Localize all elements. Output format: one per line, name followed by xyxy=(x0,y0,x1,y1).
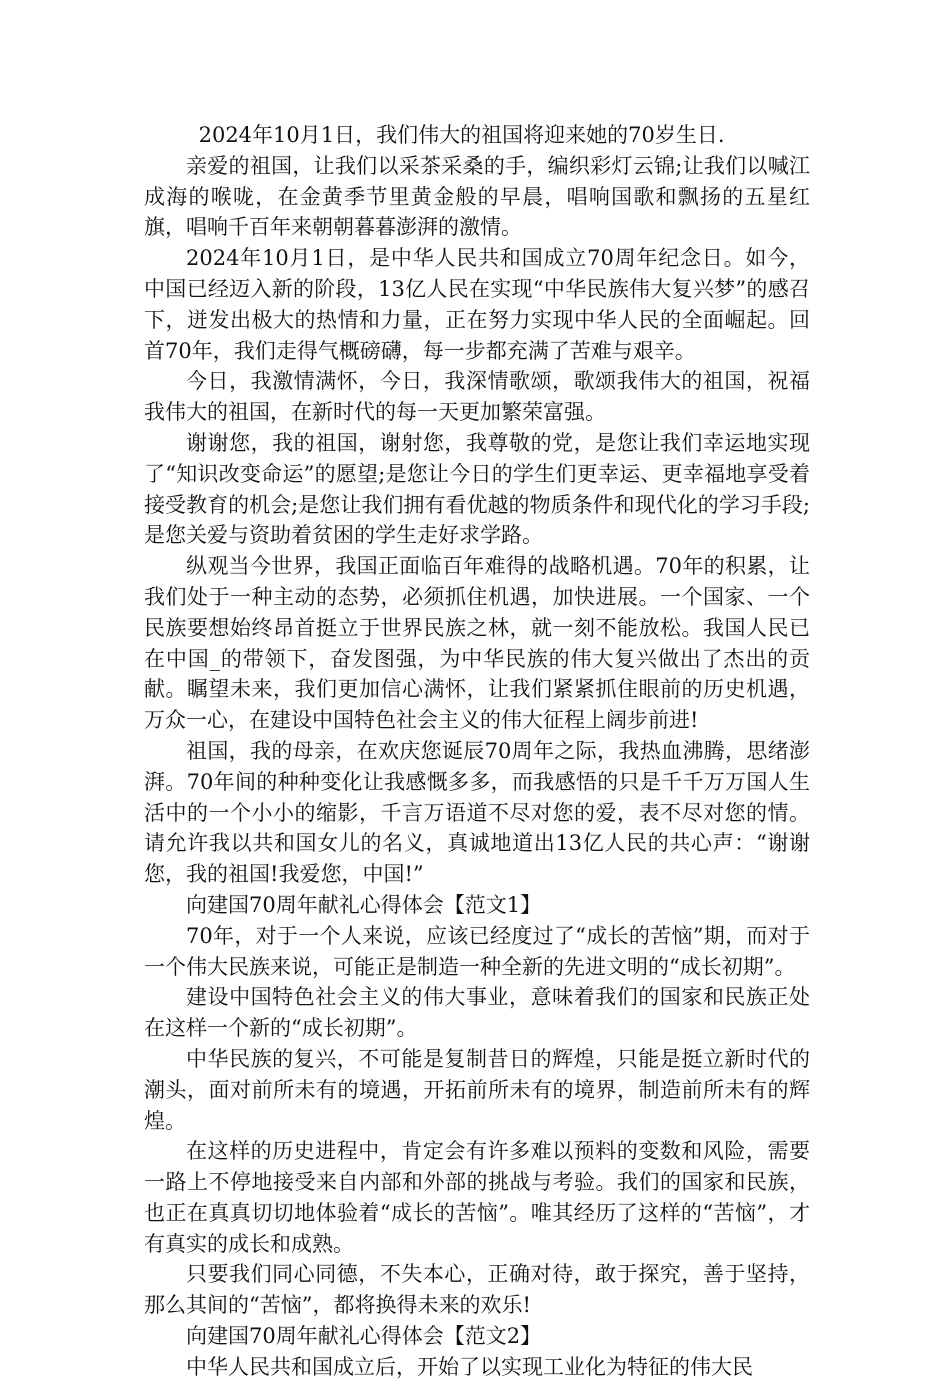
paragraph: 70年，对于一个人来说，应该已经度过了“成长的苦恼”期，而对于一个伟大民族来说，可能正是制造一种全新的先进文明的“成长初期”。 xyxy=(144,923,810,979)
paragraph: 在这样的历史进程中，肯定会有许多难以预料的变数和风险，需要一路上不停地接受来自内部和外部的挑战与考验。我们的国家和民族，也正在真真切切地体验着“成长的苦恼”。唯其经历了这样的“苦恼”，才有真实的成长和成熟。 xyxy=(144,1139,810,1256)
section-heading: 向建国70周年献礼心得体会【范文1】 xyxy=(186,892,542,917)
paragraph: 中华人民共和国成立后，开始了以实现工业化为特征的伟大民 xyxy=(186,1354,753,1379)
paragraph: 谢谢您，我的祖国，谢射您，我尊敬的党，是您让我们幸运地实现了“知识改变命运”的愿望;是您让今日的学生们更幸运、更幸福地享受着接受教育的机会;是您让我们拥有看优越的物质条件和现代化的学习手段;是您关爱与资助着贫困的学生走好求学路。 xyxy=(144,430,810,548)
document-body xyxy=(144,120,810,1383)
paragraph: 亲爱的祖国，让我们以采茶采桑的手，编织彩灯云锦;让我们以喊江成海的喉咙，在金黄季节里黄金般的早晨，唱响国歌和飘扬的五星红旗，唱响千百年来朝朝暮暮澎湃的激情。 xyxy=(144,153,810,240)
paragraph: 纵观当今世界，我国正面临百年难得的战略机遇。70年的积累，让我们处于一种主动的态势，必须抓住机遇，加快进展。一个国家、一个民族要想始终昂首挺立于世界民族之林，就一刻不能放松。我国人民已在中国_的带领下，奋发图强，为中华民族的伟大复兴做出了杰出的贡献。瞩望未来，我们更加信心满怀，让我们紧紧抓住眼前的历史机遇，万众一心，在建设中国特色社会主义的伟大征程上阔步前进! xyxy=(144,554,810,733)
paragraph: 今日，我激情满怀，今日，我深情歌颂，歌颂我伟大的祖国，祝福我伟大的祖国，在新时代的每一天更加繁荣富强。 xyxy=(144,369,810,425)
paragraph: 建设中国特色社会主义的伟大事业，意味着我们的国家和民族正处在这样一个新的“成长初期”。 xyxy=(144,985,810,1041)
section-heading: 向建国70周年献礼心得体会【范文2】 xyxy=(186,1324,542,1349)
paragraph: 中华民族的复兴，不可能是复制昔日的辉煌，只能是挺立新时代的潮头，面对前所未有的境遇，开拓前所未有的境界，制造前所未有的辉煌。 xyxy=(144,1046,810,1133)
paragraph: 2024年10月1日，我们伟大的祖国将迎来她的70岁生日. xyxy=(198,123,725,147)
paragraph: 只要我们同心同德，不失本心，正确对待，敢于探究，善于坚持，那么其间的“苦恼”，都将换得未来的欢乐! xyxy=(144,1262,810,1318)
paragraph: 2024年10月1日，是中华人民共和国成立70周年纪念日。如今，中国已经迈入新的阶段，13亿人民在实现“中华民族伟大复兴梦”的感召下，迸发出极大的热情和力量，正在努力实现中华人民的全面崛起。回首70年，我们走得气概磅礴，每一步都充满了苦难与艰辛。 xyxy=(144,246,810,363)
paragraph: 祖国，我的母亲，在欢庆您诞辰70周年之际，我热血沸腾，思绪澎湃。70年间的种种变化让我感慨多多，而我感悟的只是千千万万国人生活中的一个小小的缩影，千言万语道不尽对您的爱，表不尽对您的情。请允许我以共和国女儿的名义，真诚地道出13亿人民的共心声：“谢谢您，我的祖国!我爱您，中国!” xyxy=(144,738,810,887)
